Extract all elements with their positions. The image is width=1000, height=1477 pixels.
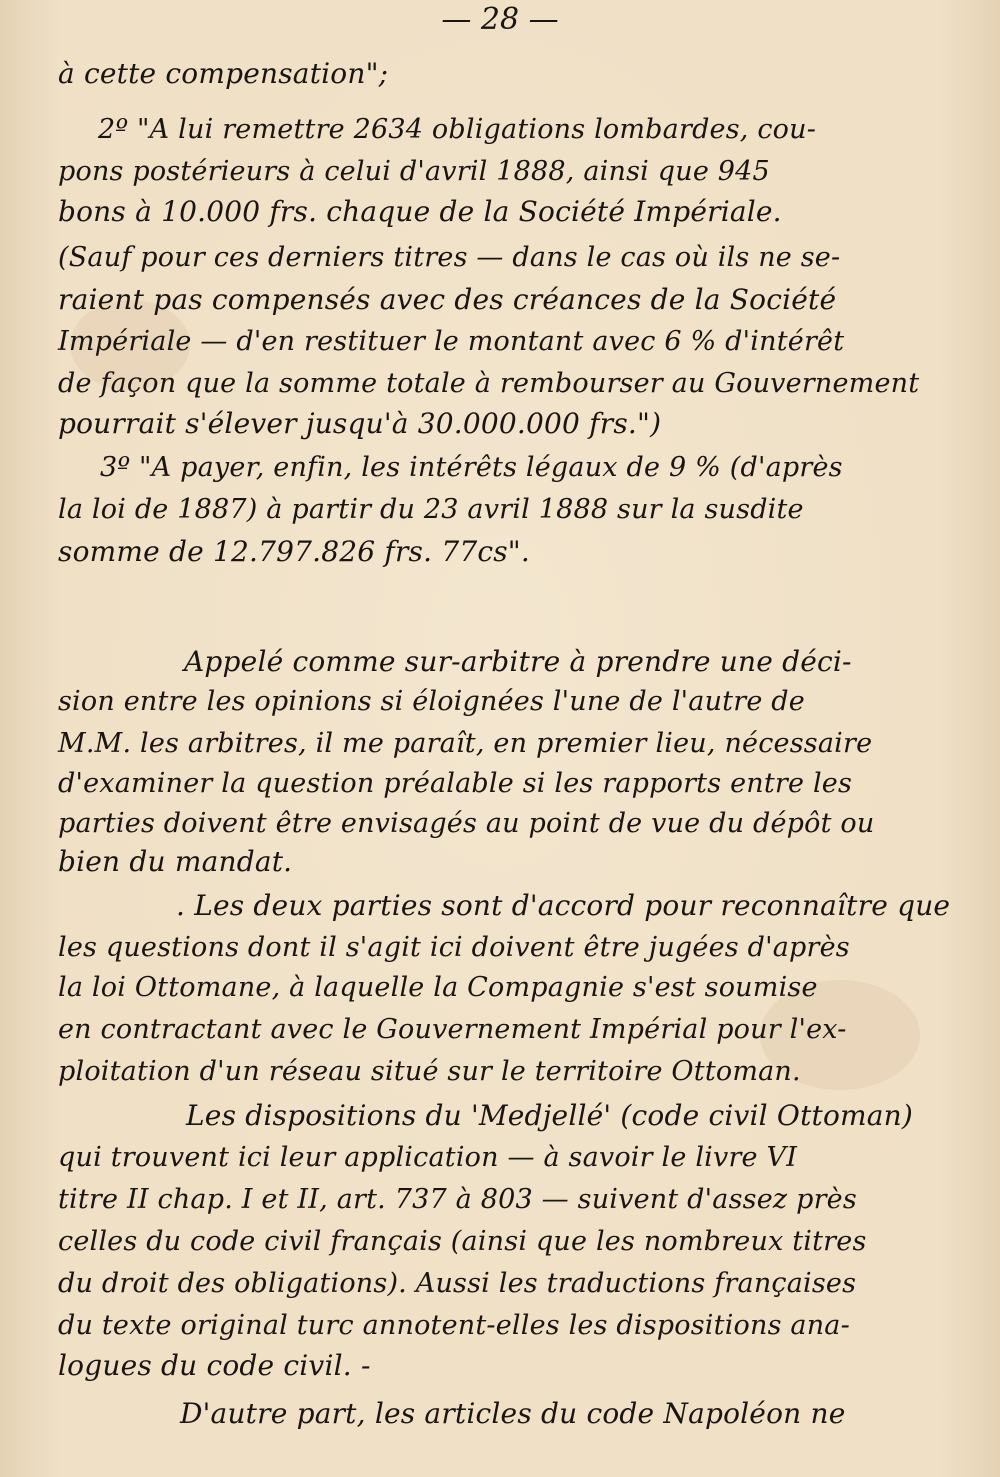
text-line: à cette compensation";: [58, 57, 389, 90]
text-line: sion entre les opinions si éloignées l'une de l'autre de: [58, 686, 805, 717]
text-line: . Les deux parties sont d'accord pour reconnaître que: [176, 889, 951, 922]
text-line: ploitation d'un réseau situé sur le territoire Ottoman.: [58, 1056, 801, 1087]
text-line: la loi Ottomane, à laquelle la Compagnie s'est soumise: [58, 972, 818, 1003]
text-line: logues du code civil. -: [58, 1349, 371, 1382]
text-line: du texte original turc annotent-elles les dispositions ana-: [58, 1310, 850, 1341]
text-line: 2º "A lui remettre 2634 obligations lombardes, cou-: [98, 114, 817, 145]
text-line: M.M. les arbitres, il me paraît, en premier lieu, nécessaire: [58, 728, 873, 759]
text-line: (Sauf pour ces derniers titres — dans le cas où ils ne se-: [58, 242, 841, 273]
text-line: parties doivent être envisagés au point de vue du dépôt ou: [58, 808, 875, 839]
text-line: celles du code civil français (ainsi que les nombreux titres: [58, 1226, 867, 1257]
text-line: de façon que la somme totale à rembourser au Gouvernement: [58, 368, 920, 399]
text-line: bien du mandat.: [58, 845, 293, 878]
text-line: bons à 10.000 frs. chaque de la Société Impériale.: [58, 195, 782, 228]
text-line: d'examiner la question préalable si les rapports entre les: [58, 768, 853, 799]
text-line: titre II chap. I et II, art. 737 à 803 — suivent d'assez près: [58, 1184, 857, 1215]
text-line: Les dispositions du 'Medjellé' (code civil Ottoman): [186, 1099, 914, 1132]
text-line: pourrait s'élever jusqu'à 30.000.000 frs."): [58, 407, 662, 440]
text-line: du droit des obligations). Aussi les traductions françaises: [58, 1268, 857, 1299]
text-line: raient pas compensés avec des créances de la Société: [58, 283, 837, 316]
text-line: Impériale — d'en restituer le montant avec 6 % d'intérêt: [58, 326, 845, 357]
text-line: Appelé comme sur-arbitre à prendre une déci-: [184, 645, 852, 678]
text-line: D'autre part, les articles du code Napoléon ne: [180, 1397, 846, 1430]
text-line: pons postérieurs à celui d'avril 1888, ainsi que 945: [58, 156, 770, 187]
text-line: les questions dont il s'agit ici doivent être jugées d'après: [58, 932, 850, 963]
text-line: somme de 12.797.826 frs. 77cs".: [58, 535, 530, 568]
text-line: la loi de 1887) à partir du 23 avril 1888 sur la susdite: [58, 494, 804, 525]
text-line: en contractant avec le Gouvernement Impérial pour l'ex-: [58, 1014, 847, 1045]
text-line: qui trouvent ici leur application — à savoir le livre VI: [58, 1142, 798, 1173]
page-number: — 28 —: [441, 2, 559, 37]
text-line: 3º "A payer, enfin, les intérêts légaux de 9 % (d'après: [100, 452, 843, 483]
